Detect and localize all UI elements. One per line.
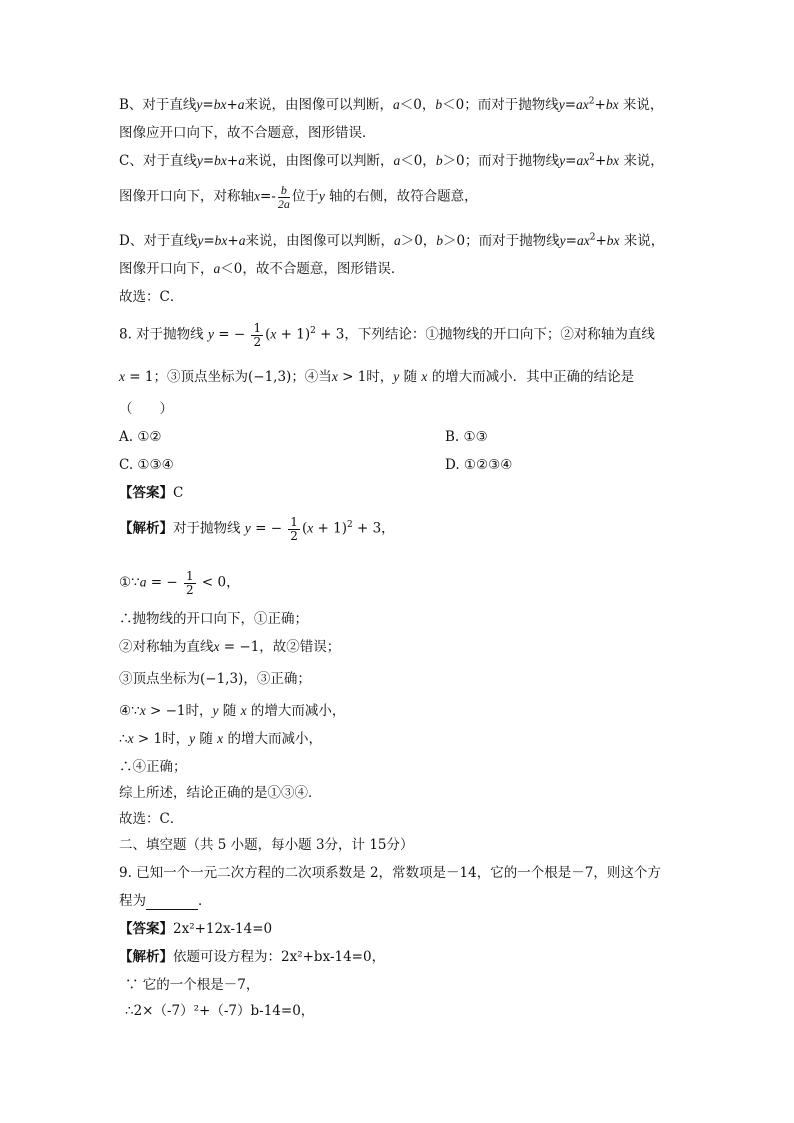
q8-analysis-line1: 【解析】对于抛物线 y = − $\frac{1}{2}$ $(x + 1)^2 + 3$， [119, 515, 395, 543]
q8-analysis-summary: 综上所述，结论正确的是①③④． [119, 785, 322, 801]
q8-analysis-step2: ∴抛物线的开口向下，①正确； [119, 611, 308, 627]
q8-analysis-step3: ②对称轴为直线x = −1，故②错误； [119, 639, 341, 655]
q7-option-b-line2: 图像应开口向下，故不合题意，图形错误． [119, 125, 376, 141]
q7-option-d-line1: D、对于直线y=bx+a来说，由图像可以判断，a＞0，b＞0；而对于抛物线$y=ax^2+bx$ 来说， [119, 232, 665, 249]
answer-blank [146, 895, 198, 910]
q9-stem-line2: 程为 ． [119, 893, 212, 909]
q9-analysis-line2: ∵ 它的一个根是－7， [125, 977, 260, 993]
q8-analysis-step4: ③顶点坐标为(−1,3)，③正确； [119, 671, 311, 687]
q9-answer: 【答案】2x²+12x-14=0 [119, 921, 273, 937]
q8-analysis-step1: ①∵a = − $\frac{1}{2}$ < 0， [119, 569, 240, 597]
q7-conclusion: 故选：C． [119, 289, 184, 305]
q8-option-b: B. ①③ [445, 429, 488, 445]
q7-option-c-line2: 图像开口向下，对称轴x=- $\frac{b}{2a}$ 位于y 轴的右侧，故符合题意， [119, 183, 478, 211]
q8-option-d: D. ①②③④ [445, 457, 513, 473]
q9-stem-line1: 9. 已知一个一元二次方程的二次项系数是 2，常数项是－14，它的一个根是－7，则这个方 [119, 865, 661, 881]
q8-analysis-step7: ∴④正确； [119, 759, 187, 775]
q9-analysis-line1: 【解析】依题可设方程为：2x²+bx-14=0， [119, 949, 386, 965]
q8-analysis-step5: ④∵x > −1时，y 随 x 的增大而减小， [119, 703, 346, 719]
fraction-b-over-2a: $\frac{b}{2a}$ [277, 183, 290, 211]
q9-analysis-line3: ∴2×（-7）²+（-7）b-14=0， [125, 1003, 315, 1019]
q7-option-b-line1: B、对于直线y=bx+a来说，由图像可以判断，a＜0，b＜0；而对于抛物线$y=ax^2+bx$ 来说， [119, 96, 664, 113]
q7-option-c-line1: C、对于直线y=bx+a来说，由图像可以判断，a＜0，b＞0；而对于抛物线$y=ax^2+bx$ 来说， [119, 152, 664, 169]
section-heading: 二、填空题（共 5 小题，每小题 3分，计 15分） [119, 837, 414, 853]
q8-answer: 【答案】C [119, 485, 184, 501]
q8-analysis-step6: ∴x > 1时，y 随 x 的增大而减小， [119, 731, 322, 747]
q8-analysis-conclusion: 故选：C． [119, 811, 184, 827]
q8-stem-line2: x = 1；③顶点坐标为(−1,3)；④当x > 1时，y 随 x 的增大而减小．其中正确的结论是 [119, 369, 635, 385]
q8-option-a: A. ①② [119, 429, 162, 445]
q7-option-d-line2: 图像开口向下，a＜0，故不合题意，图形错误． [119, 261, 405, 277]
q8-stem-line1: 8. 对于抛物线 y = − $\frac{1}{2}$ $(x + 1)^2 + 3$，下列结论：①抛物线的开口向下；②对称轴为直线 [119, 321, 655, 349]
q8-option-c: C. ①③④ [119, 457, 174, 473]
q8-answer-paren: （ ） [119, 401, 173, 417]
